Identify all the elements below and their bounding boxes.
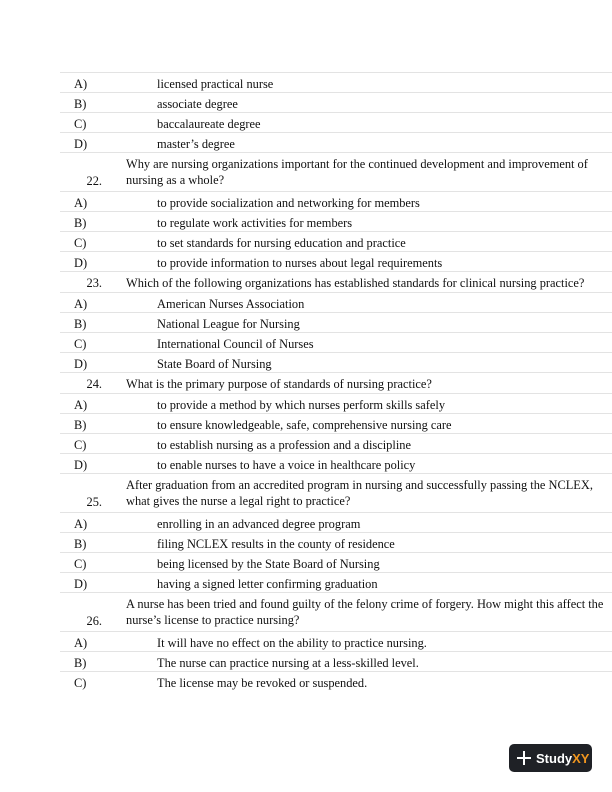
answer-option-row: [60, 312, 612, 332]
option-text: The nurse can practice nursing at a less-skilled level.: [157, 656, 419, 670]
option-letter: A): [74, 196, 88, 210]
option-text: State Board of Nursing: [157, 357, 272, 371]
question-text-line: what gives the nurse a legal right to practice?: [126, 494, 351, 508]
question-document: [60, 72, 612, 691]
option-letter: A): [74, 636, 88, 650]
option-letter: B): [74, 537, 87, 551]
answer-option-row: [60, 191, 612, 211]
plus-icon: [517, 751, 531, 765]
question-number: 25.: [86, 495, 102, 509]
answer-option-row: [60, 112, 612, 132]
answer-option-row: [60, 92, 612, 112]
option-letter: D): [74, 458, 88, 472]
option-text: being licensed by the State Board of Nursing: [157, 557, 380, 571]
answer-option-row: [60, 512, 612, 532]
answer-option-row: [60, 72, 612, 92]
question-text: [126, 477, 593, 509]
answer-option-row: [60, 332, 612, 352]
question-text-line: After graduation from an accredited program in nursing and successfully passing the NCLEX,: [126, 478, 593, 492]
option-text: to regulate work activities for members: [157, 216, 353, 230]
question-text: [126, 275, 584, 291]
question-number: 24.: [86, 377, 102, 391]
option-letter: B): [74, 418, 87, 432]
question-text-line: Why are nursing organizations important for the continued development and improvement of: [126, 157, 588, 171]
question-row: [60, 372, 612, 393]
question-text: [126, 156, 588, 188]
option-letter: C): [74, 676, 87, 690]
option-letter: D): [74, 577, 88, 591]
option-text: to set standards for nursing education and practice: [157, 236, 406, 250]
answer-option-row: [60, 552, 612, 572]
question-text-line: nurse’s license to practice nursing?: [126, 613, 300, 627]
option-letter: A): [74, 517, 88, 531]
option-letter: C): [74, 117, 87, 131]
option-text: to enable nurses to have a voice in healthcare policy: [157, 458, 416, 472]
option-text: filing NCLEX results in the county of residence: [157, 537, 395, 551]
option-letter: C): [74, 337, 87, 351]
brand-main: Study: [536, 750, 573, 766]
question-number: 23.: [86, 276, 102, 290]
option-text: baccalaureate degree: [157, 117, 261, 131]
option-letter: C): [74, 236, 87, 250]
answer-option-row: [60, 393, 612, 413]
answer-option-row: [60, 413, 612, 433]
answer-option-row: [60, 433, 612, 453]
answer-option-row: [60, 532, 612, 552]
answer-option-row: [60, 631, 612, 651]
option-letter: D): [74, 256, 88, 270]
question-text-line: Which of the following organizations has established standards for clinical nursing practice?: [126, 276, 585, 290]
answer-option-row: [60, 211, 612, 231]
option-text: The license may be revoked or suspended.: [157, 676, 368, 690]
answer-option-row: [60, 292, 612, 312]
option-letter: B): [74, 216, 87, 230]
answer-option-row: [60, 352, 612, 372]
question-text-line: What is the primary purpose of standards of nursing practice?: [126, 377, 432, 391]
option-text: It will have no effect on the ability to practice nursing.: [157, 636, 427, 650]
question-row: [60, 592, 612, 631]
answer-option-row: [60, 572, 612, 592]
question-row: [60, 271, 612, 292]
studyxy-badge[interactable]: [509, 744, 592, 772]
answer-option-row: [60, 671, 612, 691]
answer-option-row: [60, 231, 612, 251]
answer-option-row: [60, 251, 612, 271]
answer-option-row: [60, 453, 612, 473]
option-letter: C): [74, 557, 87, 571]
option-letter: D): [74, 357, 88, 371]
brand-accent: XY: [572, 750, 590, 766]
option-text: having a signed letter confirming graduation: [157, 577, 378, 591]
answer-option-row: [60, 132, 612, 152]
option-letter: A): [74, 77, 88, 91]
option-text: enrolling in an advanced degree program: [157, 517, 361, 531]
option-text: to ensure knowledgeable, safe, comprehensive nursing care: [157, 418, 452, 432]
option-letter: B): [74, 317, 87, 331]
question-text-line: A nurse has been tried and found guilty of the felony crime of forgery. How might this affect the: [126, 597, 604, 611]
option-letter: B): [74, 656, 87, 670]
option-text: National League for Nursing: [157, 317, 300, 331]
question-text: [126, 596, 603, 628]
option-text: master’s degree: [157, 137, 235, 151]
question-number: 22.: [86, 174, 102, 188]
option-text: American Nurses Association: [157, 297, 305, 311]
option-text: to establish nursing as a profession and a discipline: [157, 438, 411, 452]
question-text-line: nursing as a whole?: [126, 173, 225, 187]
question-number: 26.: [86, 614, 102, 628]
answer-option-row: [60, 651, 612, 671]
option-text: to provide a method by which nurses perform skills safely: [157, 398, 446, 412]
question-text: [126, 376, 432, 392]
option-letter: A): [74, 297, 88, 311]
question-row: [60, 152, 612, 191]
option-text: to provide socialization and networking for members: [157, 196, 420, 210]
option-letter: D): [74, 137, 88, 151]
option-letter: A): [74, 398, 88, 412]
option-text: associate degree: [157, 97, 238, 111]
option-text: licensed practical nurse: [157, 77, 274, 91]
question-row: [60, 473, 612, 512]
option-letter: C): [74, 438, 87, 452]
option-text: to provide information to nurses about legal requirements: [157, 256, 443, 270]
option-text: International Council of Nurses: [157, 337, 314, 351]
option-letter: B): [74, 97, 87, 111]
